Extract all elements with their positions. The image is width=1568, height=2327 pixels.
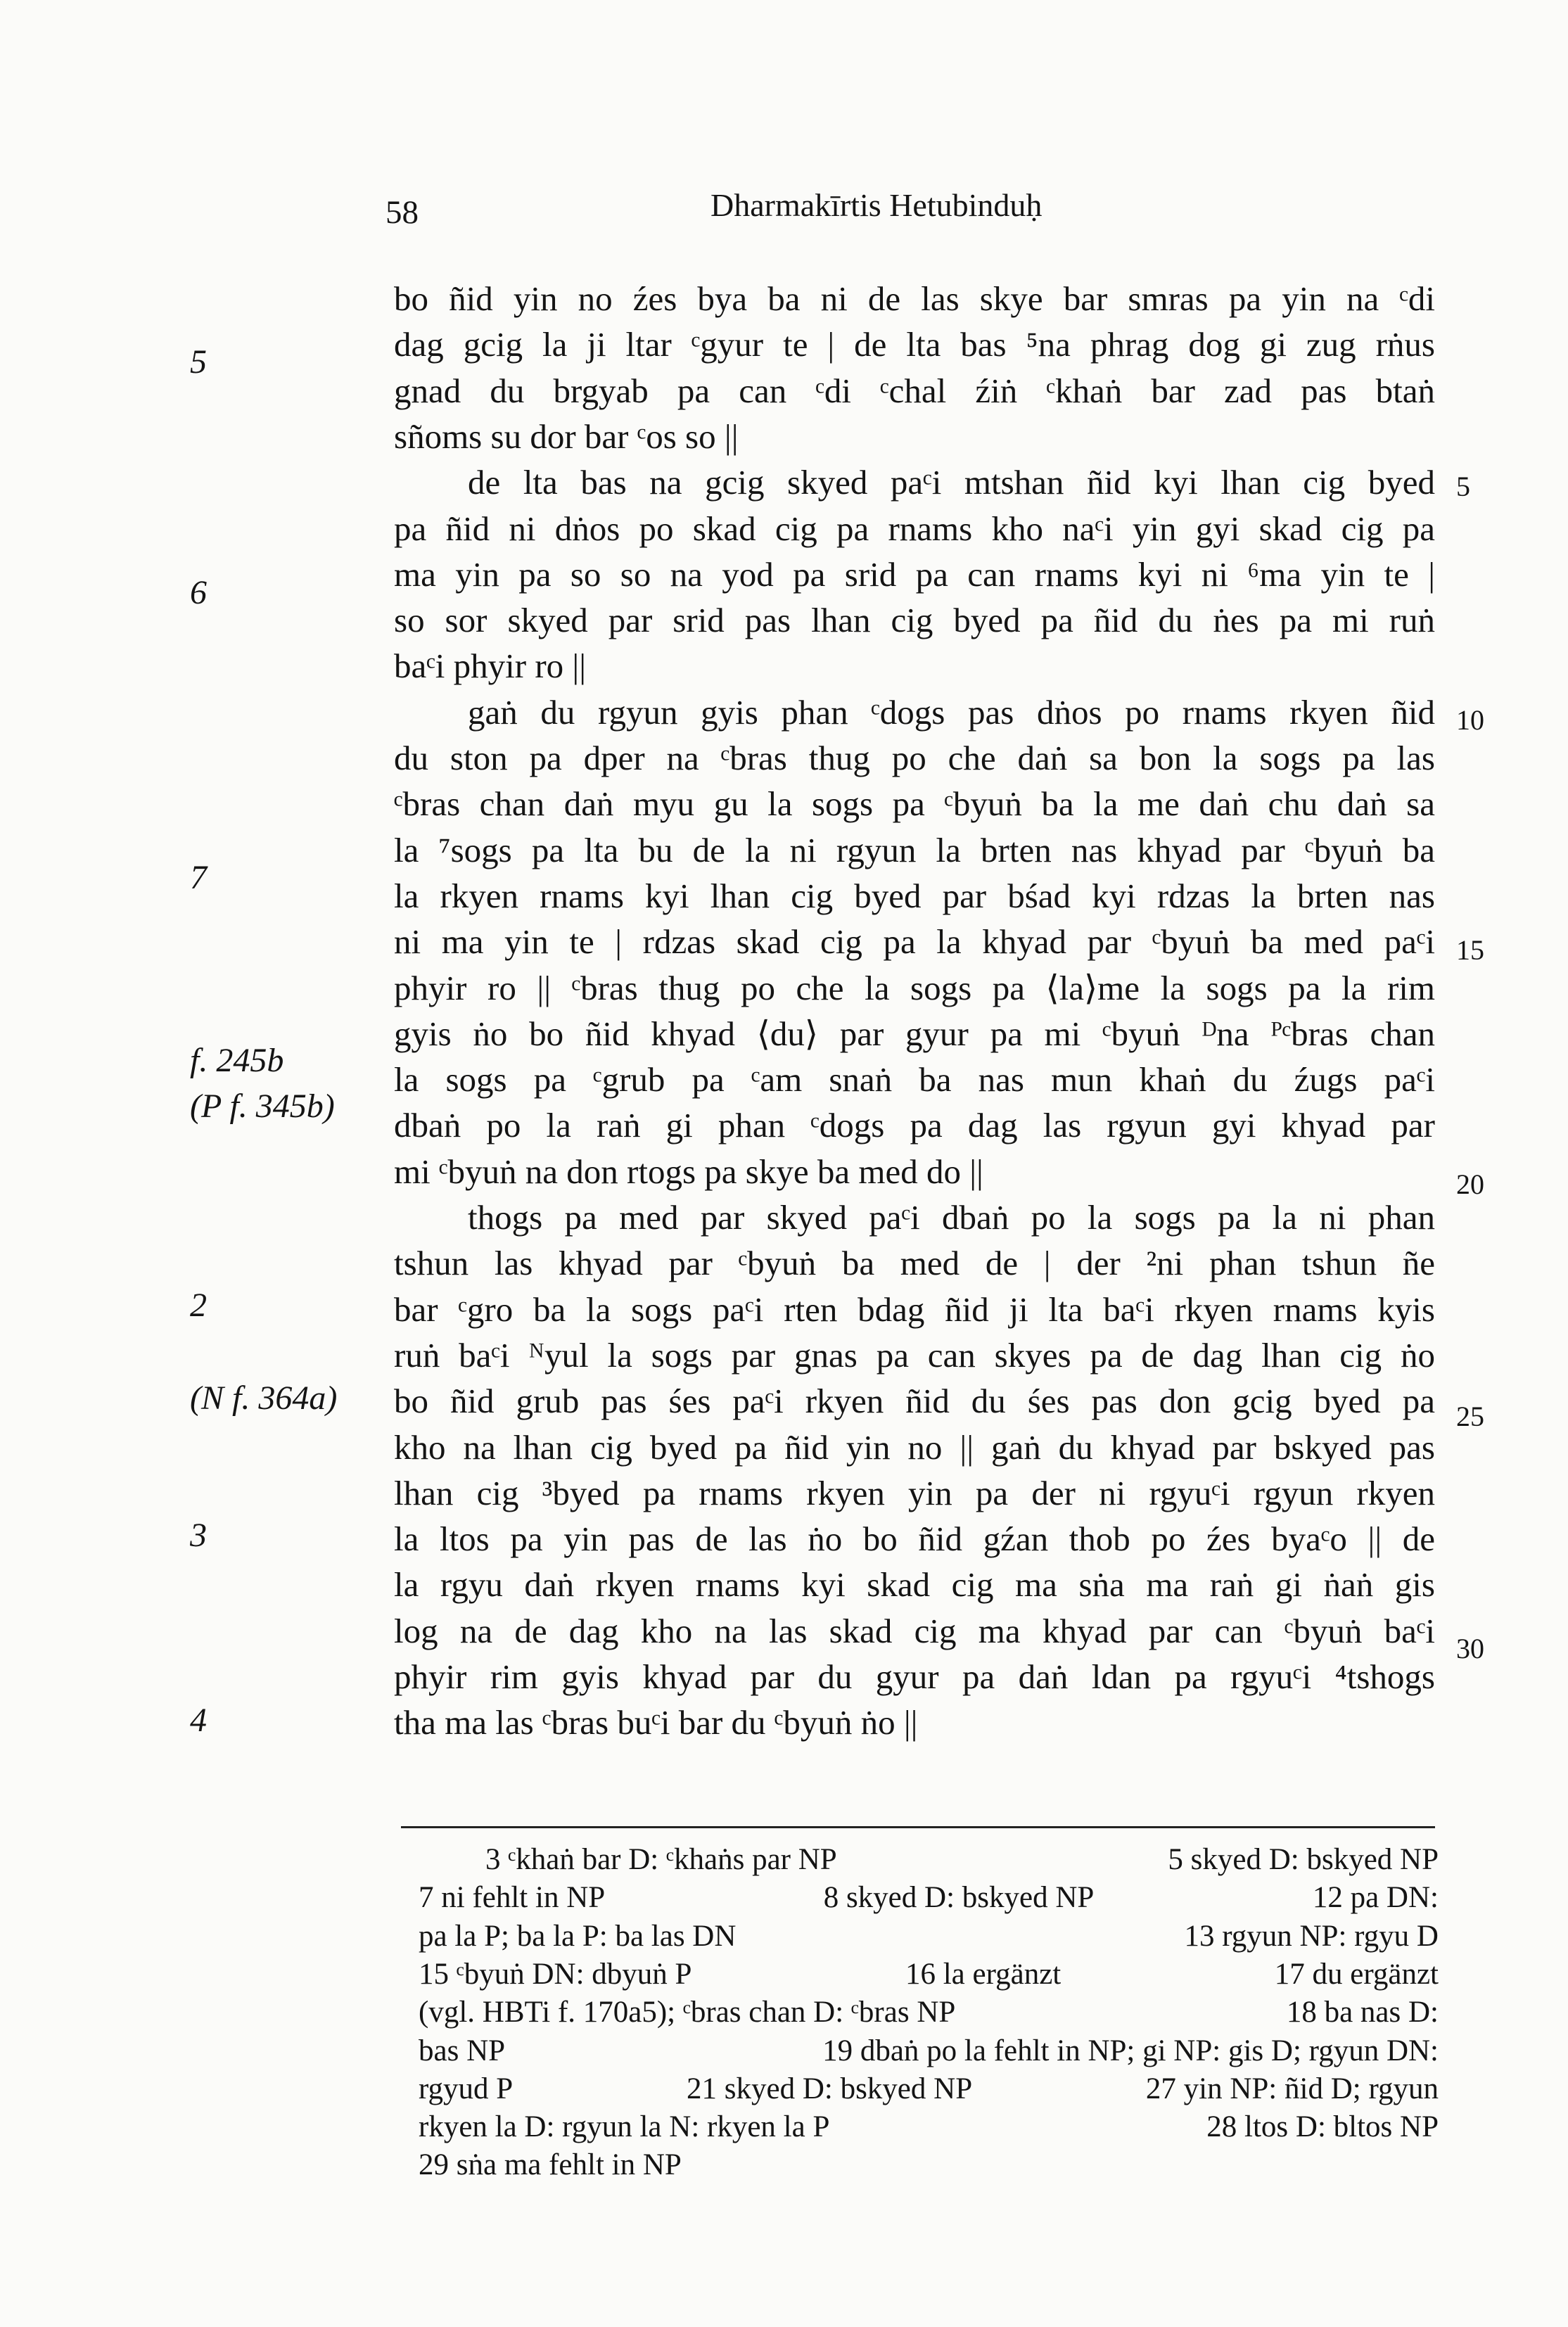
footnote-entry: 7 ni fehlt in NP: [419, 1881, 606, 1915]
body-line: lhan cig ³byed pa rnams rkyen yin pa der ni rgyuᶜi rgyun rkyen: [394, 1473, 1435, 1512]
body-line: ruṅ baᶜi ᴺyul la sogs par gnas pa can skyes pa de dag lhan cig ṅo: [394, 1335, 1435, 1375]
body-line: phyir rim gyis khyad par du gyur pa daṅ ldan pa rgyuᶜi ⁴tshogs: [394, 1657, 1435, 1696]
margin-reference: 2: [190, 1287, 207, 1324]
footnote-entry: bas NP: [419, 2034, 506, 2067]
body-line: de lta bas na gcig skyed paᶜi mtshan ñid kyi lhan cig byed: [468, 463, 1435, 502]
footnote-entry: 3 ᶜkhaṅ bar D: ᶜkhaṅs par NP: [485, 1843, 837, 1876]
body-line: la ⁷sogs pa lta bu de la ni rgyun la brten nas khyad par ᶜbyuṅ ba: [394, 830, 1435, 869]
margin-reference: 5: [190, 343, 207, 381]
body-line: pa ñid ni dṅos po skad cig pa rnams kho naᶜi yin gyi skad cig pa: [394, 509, 1435, 548]
footnote-entry: 13 rgyun NP: rgyu D: [1184, 1919, 1439, 1953]
line-number: 10: [1456, 704, 1484, 736]
body-line: so sor skyed par srid pas lhan cig byed pa ñid du ṅes pa mi ruṅ: [394, 601, 1435, 640]
footnote-entry: 12 pa DN:: [1312, 1881, 1439, 1915]
body-line: la ltos pa yin pas de las ṅo bo ñid gźan thob po źes byaᶜo || de: [394, 1519, 1435, 1559]
body-line: mi ᶜbyuṅ na don rtogs pa skye ba med do ||: [394, 1152, 983, 1191]
running-title: Dharmakīrtis Hetubinduḥ: [710, 187, 1043, 223]
footnote-entry: 15 ᶜbyuṅ DN: dbyuṅ P: [419, 1957, 692, 1991]
body-line: bo ñid grub pas śes paᶜi rkyen ñid du śes pas don gcig byed pa: [394, 1382, 1435, 1421]
footnote-entry: 17 du ergänzt: [1274, 1957, 1439, 1991]
body-line: ni ma yin te | rdzas skad cig pa la khyad par ᶜbyuṅ ba med paᶜi: [394, 922, 1435, 962]
body-line: ᶜbras chan daṅ myu gu la sogs pa ᶜbyuṅ ba la me daṅ chu daṅ sa: [394, 784, 1435, 824]
footnote-entry: 5 skyed D: bskyed NP: [1168, 1843, 1439, 1876]
line-number: 15: [1456, 934, 1484, 966]
footnote-line: [419, 2112, 1439, 2142]
footnote-entry: (vgl. HBTi f. 170a5); ᶜbras chan D: ᶜbras NP: [419, 1996, 956, 2029]
body-line: dbaṅ po la raṅ gi phan ᶜdogs pa dag las rgyun gyi khyad par: [394, 1106, 1435, 1145]
body-line: la rkyen rnams kyi lhan cig byed par bśad kyi rdzas la brten nas: [394, 876, 1435, 915]
footnote-entry: 8 skyed D: bskyed NP: [823, 1881, 1095, 1915]
footnote-line: [419, 1882, 1439, 1913]
body-line: log na de dag kho na las skad cig ma khyad par can ᶜbyuṅ baᶜi: [394, 1611, 1435, 1650]
footnote-entry: pa la P; ba la P: ba las DN: [419, 1919, 737, 1953]
body-line: gyis ṅo bo ñid khyad ⟨du⟩ par gyur pa mi ᶜbyuṅ ᴰna ᴾᶜbras chan: [394, 1014, 1435, 1053]
footnote-entry: 16 la ergänzt: [905, 1957, 1062, 1991]
margin-reference: 3: [190, 1517, 207, 1554]
line-number: 5: [1456, 471, 1470, 502]
body-line: du ston pa dper na ᶜbras thug po che daṅ sa bon la sogs pa las: [394, 739, 1435, 777]
footnote-entry: rgyud P: [419, 2072, 514, 2105]
body-line: thogs pa med par skyed paᶜi dbaṅ po la sogs pa la ni phan: [468, 1198, 1435, 1237]
footnote-entry: 29 sṅa ma fehlt in NP: [419, 2148, 682, 2182]
page-number: 58: [385, 194, 419, 231]
footnote-entry: 27 yin NP: ñid D; rgyun: [1145, 2072, 1439, 2105]
body-line: kho na lhan cig byed pa ñid yin no || gaṅ du khyad par bskyed pas: [394, 1427, 1435, 1467]
margin-reference: 7: [190, 859, 207, 896]
footnote-line: [419, 1844, 1439, 1875]
line-number: 25: [1456, 1401, 1484, 1432]
line-number: 20: [1456, 1168, 1484, 1200]
body-line: gnad du brgyab pa can ᶜdi ᶜchal źiṅ ᶜkhaṅ bar zad pas btaṅ: [394, 371, 1435, 410]
body-line: ma yin pa so so na yod pa srid pa can rnams kyi ni ⁶ma yin te |: [394, 554, 1435, 594]
body-line: la sogs pa ᶜgrub pa ᶜam snaṅ ba nas mun khaṅ du źugs paᶜi: [394, 1060, 1435, 1099]
body-line: dag gcig la ji ltar ᶜgyur te | de lta bas ⁵na phrag dog gi zug rṅus: [394, 325, 1435, 364]
footnote-line: [419, 2150, 1439, 2180]
footnote-line: [419, 2074, 1439, 2104]
body-line: sñoms su dor bar ᶜos so ||: [394, 416, 739, 456]
body-line: bar ᶜgro ba la sogs paᶜi rten bdag ñid ji lta baᶜi rkyen rnams kyis: [394, 1289, 1435, 1329]
body-line: phyir ro || ᶜbras thug po che la sogs pa ⟨la⟩me la sogs pa la rim: [394, 968, 1435, 1007]
margin-reference: f. 245b: [190, 1042, 284, 1079]
line-number: 30: [1456, 1633, 1484, 1664]
margin-reference: 4: [190, 1702, 207, 1739]
footnote-line: [419, 1959, 1439, 1989]
body-line: tha ma las ᶜbras buᶜi bar du ᶜbyuṅ ṅo ||: [394, 1703, 918, 1742]
footnote-line: [419, 1921, 1439, 1951]
margin-reference: 6: [190, 574, 207, 611]
footnote-rule: [401, 1826, 1435, 1828]
margin-reference: (P f. 345b): [190, 1088, 335, 1125]
body-line: baᶜi phyir ro ||: [394, 646, 587, 686]
body-line: gaṅ du rgyun gyis phan ᶜdogs pas dṅos po rnams rkyen ñid: [468, 692, 1435, 732]
margin-reference: (N f. 364a): [190, 1379, 338, 1417]
footnote-entry: rkyen la D: rgyun la N: rkyen la P: [419, 2110, 830, 2144]
footnote-line: [419, 1997, 1439, 2027]
footnote-entry: 21 skyed D: bskyed NP: [687, 2072, 973, 2105]
footnote-entry: 19 dbaṅ po la fehlt in NP; gi NP: gis D; rgyun DN:: [822, 2034, 1439, 2067]
body-line: tshun las khyad par ᶜbyuṅ ba med de | der ²ni phan tshun ñe: [394, 1244, 1435, 1283]
footnote-entry: 28 ltos D: bltos NP: [1206, 2110, 1439, 2144]
footnote-entry: 18 ba nas D:: [1286, 1996, 1439, 2029]
footnote-line: [419, 2036, 1439, 2066]
body-line: bo ñid yin no źes bya ba ni de las skye bar smras pa yin na ᶜdi: [394, 279, 1435, 318]
body-line: la rgyu daṅ rkyen rnams kyi skad cig ma sṅa ma raṅ gi ṅaṅ gis: [394, 1565, 1435, 1605]
